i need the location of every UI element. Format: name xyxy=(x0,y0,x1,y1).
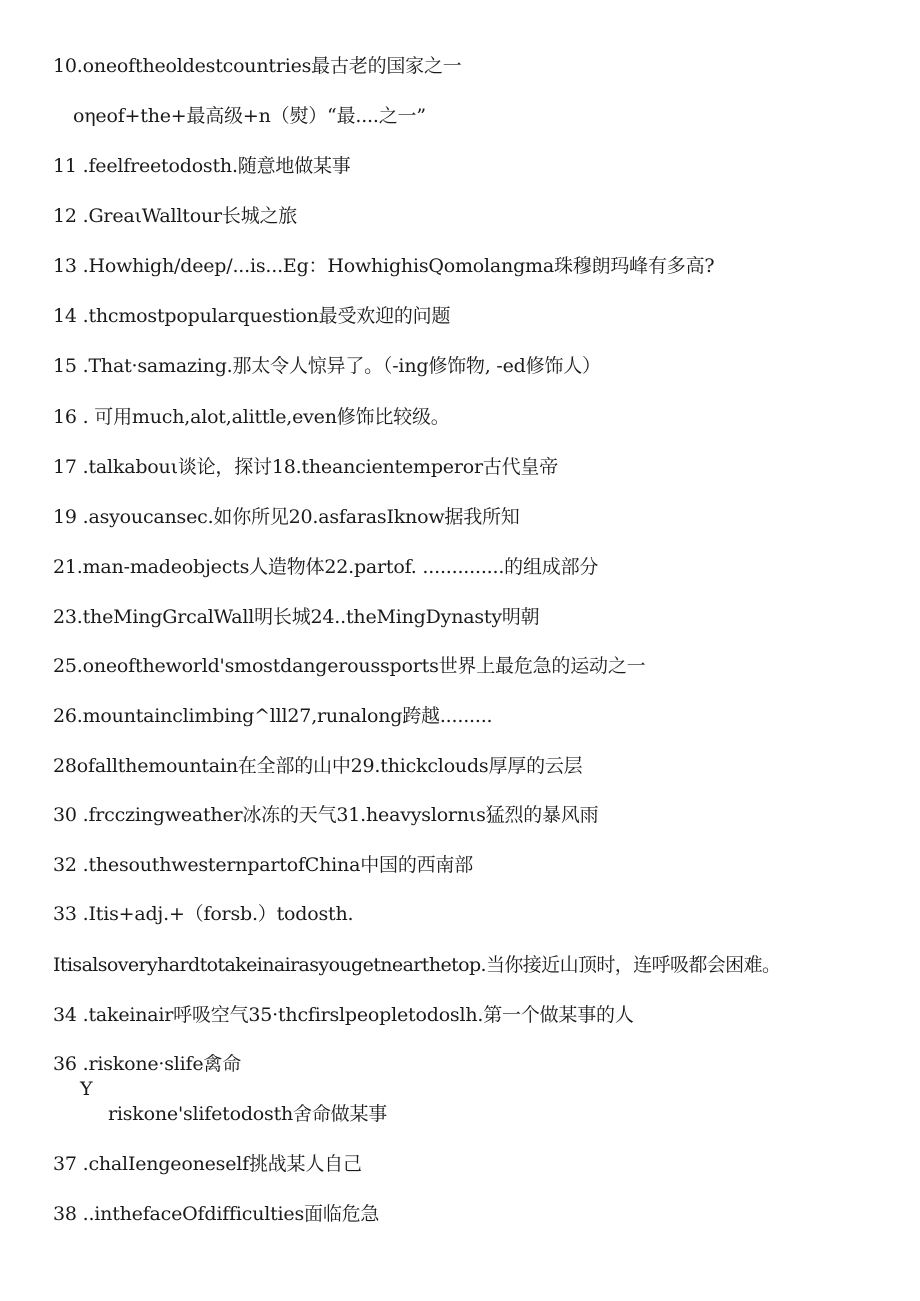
line-25: 25.oneoftheworld'smostdangeroussports世界上最危急的运动之一 xyxy=(53,655,646,677)
line-10: 10.oneoftheoldestcountries最古老的国家之一 xyxy=(53,55,462,77)
line-33-example: Itisalsoveryhardtotakeinairasyougetnearthetop.当你接近山顶时，连呼吸都会困难。 xyxy=(53,954,781,976)
line-36-mark: Y xyxy=(80,1078,93,1100)
line-36: 36 .riskone·slife禽命 xyxy=(53,1053,242,1075)
line-23-24: 23.theMingGrcalWall明长城24..theMingDynasty明朝 xyxy=(53,606,540,628)
line-16: 16 . 可用much,alot,alittle,even修饰比较级。 xyxy=(53,406,450,428)
line-15: 15 .That·samazing.那太令人惊异了。（-ing修饰物, -ed修饰人） xyxy=(53,355,601,377)
line-13: 13 .Howhigh/deep/...is...Eg：HowhighisQomolangma珠穆朗玛峰有多高? xyxy=(53,255,715,277)
line-38: 38 ..inthefaceOfdifficulties面临危急 xyxy=(53,1203,380,1225)
line-11: 11 .feelfreetodosth.随意地做某事 xyxy=(53,155,351,177)
line-34-35: 34 .takeinair呼吸空气35·thcfirslpeopletodoslh.第一个做某事的人 xyxy=(53,1004,634,1026)
line-37: 37 .chalIengeoneself挑战某人自己 xyxy=(53,1153,362,1175)
line-12: 12 .GreaιWalltour长城之旅 xyxy=(53,205,298,227)
line-28-29: 28ofallthemountain在全部的山中29.thickclouds厚厚的云层 xyxy=(53,755,583,777)
line-32: 32 .thesouthwesternpartofChina中国的西南部 xyxy=(53,854,474,876)
line-36-sub: riskone'slifetodosth舍命做某事 xyxy=(108,1103,388,1125)
line-30-31: 30 .frcczingweather冰冻的天气31.heavyslornιs猛烈的暴风雨 xyxy=(53,804,599,826)
line-33: 33 .Itis+adj.+（forsb.）todosth. xyxy=(53,903,354,925)
line-17-18: 17 .talkabouι谈论，探讨18.theancientemperor古代皇帝 xyxy=(53,456,559,478)
line-21-22: 21.man-madeobjects人造物体22.partof. ..............的组成部分 xyxy=(53,556,599,578)
line-14: 14 .thcmostpopularquestion最受欢迎的问题 xyxy=(53,305,451,327)
line-26-27: 26.mountainclimbing^lll27,runalong跨越......... xyxy=(53,705,493,727)
line-19-20: 19 .asyoucansec.如你所见20.asfarasIknow据我所知 xyxy=(53,506,520,528)
line-one-of-note: oηeof+the+最高级+n（熨）“最....之一” xyxy=(73,105,426,127)
